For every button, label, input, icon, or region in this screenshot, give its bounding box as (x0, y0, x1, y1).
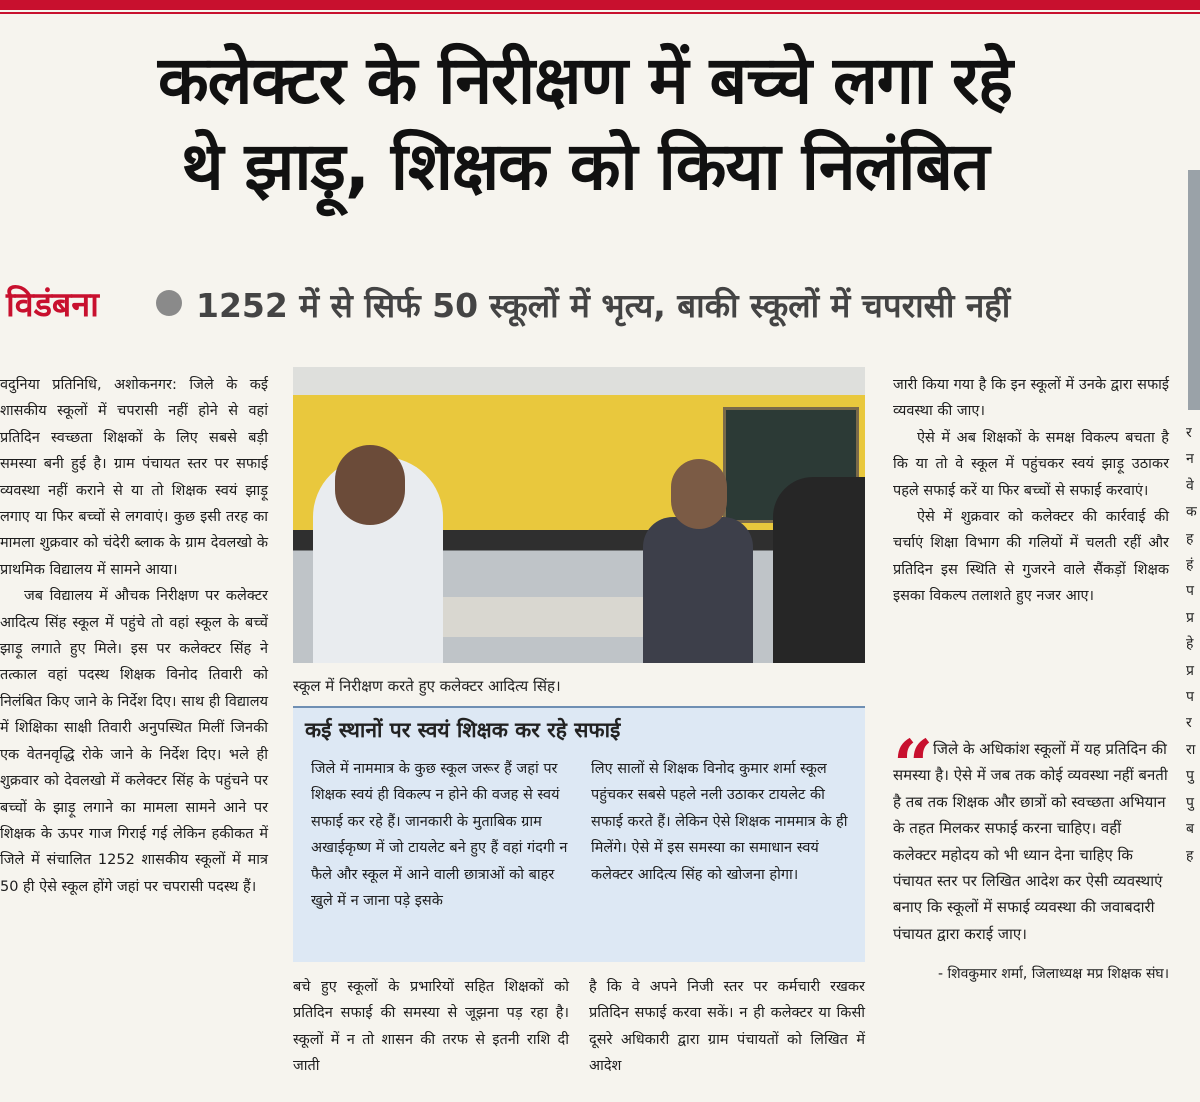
quote-text: जिले के अधिकांश स्कूलों में यह प्रतिदिन की समस्या है। ऐसे में जब तक कोई व्यवस्था नहीं बनती है तब तक शिक्षक और छात्रों को स्वच्छता अभियान के तहत मिलकर सफाई करना चाहिए। वहीं कलेक्टर महोदय को भी ध्यान देना चाहिए कि पंचायत स्तर पर लिखित आदेश कर ऐसी व्यवस्थाएं बनाए कि स्कूलों में सफाई व्यवस्था की जवाबदारी पंचायत द्वारा कराई जाए। (893, 740, 1168, 943)
edge-letter: प (1186, 689, 1194, 706)
photo-ceiling (293, 367, 865, 395)
left-paragraph-1: वदुनिया प्रतिनिधि, अशोकनगर: जिले के कई शासकीय स्कूलों में चपरासी नहीं होने से वहां प्रतिदिन स्वच्छता शिक्षकों के लिए सबसे बड़ी समस्या बनी हुई है। ग्राम पंचायत स्तर पर सफाई व्यवस्था नहीं कराने से या तो शिक्षक स्वयं झाड़ू लगाए या फिर बच्चों से लगवाएं। कुछ इसी तरह का मामला शुक्रवार को चंदेरी ब्लाक के ग्राम देवलखो के प्राथमिक विद्यालय में सामने आया। (0, 377, 268, 578)
headline-line-1: कलेक्टर के निरीक्षण में बच्चे लगा रहे (157, 42, 1013, 119)
edge-letter: प्र (1186, 609, 1194, 626)
edge-letter: ह (1186, 530, 1194, 547)
quote-attribution: - शिवकुमार शर्मा, जिलाध्यक्ष मप्र शिक्षक संघ। (938, 966, 1169, 983)
sidebar-box-title: कई स्थानों पर स्वयं शिक्षक कर रहे सफाई (305, 718, 621, 742)
photo-mat (443, 597, 673, 637)
subheadline: 1252 में से सिर्फ 50 स्कूलों में भृत्य, बाकी स्कूलों में चपरासी नहीं (196, 286, 1011, 325)
right-paragraph-3: ऐसे में शुक्रवार को कलेक्टर की कार्रवाई की चर्चाएं शिक्षा विभाग की गलियों में चलती रहीं और प्रतिदिन इस स्थिति से गुजरने वाले सैंकड़ों शिक्षक इसका विकल्प तलाशते हुए नजर आए। (893, 509, 1169, 605)
top-red-rule-thin (0, 12, 1200, 14)
photo-person-collector-head (335, 445, 405, 525)
bottom-column-1: बचे हुए स्कूलों के प्रभारियों सहित शिक्षकों को प्रतिदिन सफाई की समस्या से जूझना पड़ रहा है। स्कूलों में न तो शासन की तरफ से इतनी राशि दी जाती (293, 979, 569, 1075)
adjacent-photo-edge (1188, 170, 1200, 410)
edge-letter: प्र (1186, 662, 1194, 679)
sidebar-box-column-2: लिए सालों से शिक्षक विनोद कुमार शर्मा स्कूल पहुंचकर सबसे पहले नली उठाकर टायलेट की सफाई करते हैं। लेकिन ऐसे शिक्षक नाममात्र के ही मिलेंगे। ऐसे में इस समस्या का समाधान स्वयं कलेक्टर आदित्य सिंह को खोजना होगा। (591, 761, 848, 883)
quote-mark-icon: “ (893, 724, 934, 807)
sidebar-box-column-1: जिले में नाममात्र के कुछ स्कूल जरूर हैं जहां पर शिक्षक स्वयं ही विकल्प न होने की वजह से स्वयं सफाई कर रहे हैं। जानकारी के मुताबिक ग्राम अखाईकृष्ण में जो टायलेट बने हुए हैं वहां गंदगी न फैले और स्कूल में आने वाली छात्राओं को बाहर खुले में न जाना पड़े इसके (311, 761, 568, 910)
photo-person-teacher (643, 517, 753, 663)
bottom-column-2: है कि वे अपने निजी स्तर पर कर्मचारी रखकर प्रतिदिन सफाई करवा सकें। न ही कलेक्टर या किसी दूसरे अधिकारी द्वारा ग्राम पंचायतों को लिखित में आदेश (589, 979, 865, 1075)
photo-person-foreground (773, 477, 865, 663)
edge-letter: रा (1186, 741, 1196, 758)
right-paragraph-2: ऐसे में अब शिक्षकों के समक्ष विकल्प बचता है कि या तो वे स्कूल में पहुंचकर स्वयं झाड़ू उठाकर पहले सफाई करें या फिर बच्चों से सफाई करवाएं। (893, 429, 1169, 499)
edge-letter: न (1186, 451, 1194, 468)
left-paragraph-2: जब विद्यालय में औचक निरीक्षण पर कलेक्टर आदित्य सिंह स्कूल में पहुंचे तो वहां स्कूल के बच्चें झाड़ू लगाते हुए मिले। इस पर कलेक्टर सिंह ने तत्काल वहां पदस्थ शिक्षक विनोद तिवारी को निलंबित किए जाने के निर्देश दिए। साथ ही विद्यालय में शिक्षिका साक्षी तिवारी अनुपस्थित मिलीं जिनकी एक वेतनवृद्धि रोके जाने के निर्देश दिए। भले ही शुक्रवार को देवलखो में कलेक्टर सिंह के पहुंचने पर बच्चों के झाड़ू लगाने का मामला सामने आने पर शिक्षक के ऊपर गाज गिराई गई लेकिन हकीकत में जिले में संचालित 1252 शासकीय स्कूलों में मात्र 50 ही ऐसे स्कूल होंगे जहां पर चपरासी पदस्थ हैं। (0, 588, 268, 895)
kicker-label: विडंबना (6, 285, 99, 325)
edge-letter: हं (1186, 557, 1194, 574)
bullet-dot-icon (156, 290, 182, 316)
edge-letter: र (1186, 425, 1192, 441)
right-paragraph-1: जारी किया गया है कि इन स्कूलों में उनके द्वारा सफाई व्यवस्था की जाए। (893, 377, 1169, 420)
edge-letter: र (1186, 715, 1192, 732)
edge-letter: पु (1186, 768, 1194, 785)
edge-letter: पु (1186, 794, 1194, 811)
adjacent-article-edge (1186, 420, 1200, 869)
headline-line-2: थे झाड़ू, शिक्षक को किया निलंबित (181, 128, 989, 205)
photo-caption: स्कूल में निरीक्षण करते हुए कलेक्टर आदित्य सिंह। (293, 677, 561, 695)
news-photo (293, 367, 865, 663)
top-red-rule (0, 0, 1200, 10)
sidebar-box (293, 706, 865, 962)
deck (6, 276, 1166, 334)
edge-letter: प (1186, 583, 1194, 600)
edge-letter: क (1186, 504, 1197, 521)
photo-person-teacher-head (671, 459, 727, 529)
edge-letter: ब (1186, 821, 1194, 838)
left-column (0, 372, 268, 900)
headline (0, 38, 1170, 210)
edge-letter: वे (1186, 477, 1194, 494)
edge-letter: हे (1186, 636, 1194, 653)
pull-quote (893, 724, 1169, 988)
edge-letter: ह (1186, 847, 1194, 864)
right-column (893, 372, 1169, 610)
